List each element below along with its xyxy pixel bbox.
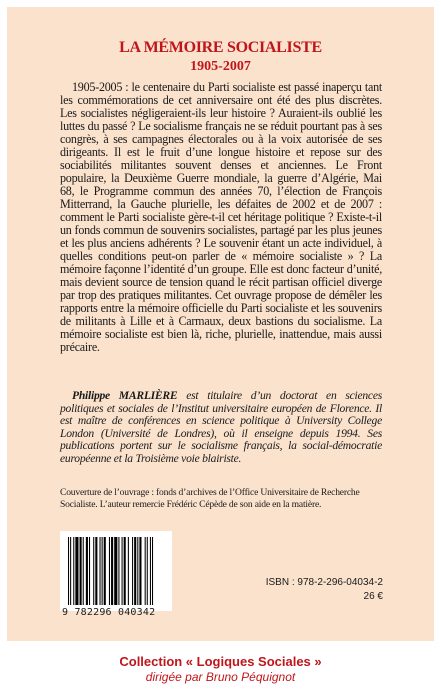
book-years: 1905-2007 xyxy=(190,59,251,74)
cover-credit: Couverture de l’ouvrage : fonds d’archives de l’Office Universitaire de Recherche Socialiste. L’auteur remercie Frédéric Cépède de son aide en la matière. xyxy=(60,487,360,510)
price: 26 € xyxy=(363,591,383,602)
book-title: LA MÉMOIRE SOCIALISTE xyxy=(119,39,322,56)
author-bio-text: est titulaire d’un doctorat en sciences politiques et sociales de l’Institut universitaire européen de Florence. Il est maître de conférences en science politique à University College London (Université de Londres), où il enseigne depuis 1994. Ses publications portent sur le socialisme français, la social-démocratie européenne et la Troisième voie blairiste. xyxy=(60,389,382,465)
blurb-text: 1905-2005 : le centenaire du Parti socialiste est passé inaperçu tant les commémorations de cet anniversaire ont été des plus discrètes. Les socialistes négligeraient-ils leur histoire ? Auraient-ils oublié les luttes du passé ? Le socialisme français ne se réduit pourtant pas à ses congrès, à ses campagnes électorales ou à la voix autorisée de ses dirigeants. Il est le fruit d’une longue histoire et repose sur des sociabilités militantes souvent denses et anciennes. Le Front populaire, la Deuxième Guerre mondiale, la guerre d’Algérie, Mai 68, le Programme commun des années 70, l’élection de François Mitterrand, la Gauche plurielle, les défaites de 2002 et de 2007 : comment le Parti socialiste gère-t-il cet héritage politique ? Existe-t-il un fonds commun de souvenirs socialistes, partagé par les plus jeunes et les plus anciens adhérents ? Le souvenir étant un acte individuel, à quelles conditions peut-on parler de « mémoire socialiste » ? La mémoire façonne l’identité d’un groupe. Elle est donc facteur d’unité, mais devient source de tension quand le récit partisan officiel diverge par trop des pratiques militantes. Cet ouvrage propose de démêler les rapports entre la mémoire officielle du Parti socialiste et les souvenirs de militants à Lille et à Carmaux, deux bastions du socialisme. La mémoire socialiste est bien là, riche, plurielle, inattendue, mais aussi précaire. xyxy=(60,80,382,354)
barcode-bars xyxy=(68,537,166,607)
author-name: Philippe MARLIÈRE xyxy=(72,389,178,402)
barcode xyxy=(60,531,172,618)
collection-name: Collection « Logiques Sociales » xyxy=(119,654,322,669)
collection-director: dirigée par Bruno Péquignot xyxy=(145,670,296,684)
isbn: ISBN : 978-2-296-04034-2 xyxy=(265,577,383,588)
barcode-digits: 9 782296 040342 xyxy=(62,607,156,618)
author-bio xyxy=(60,390,382,466)
